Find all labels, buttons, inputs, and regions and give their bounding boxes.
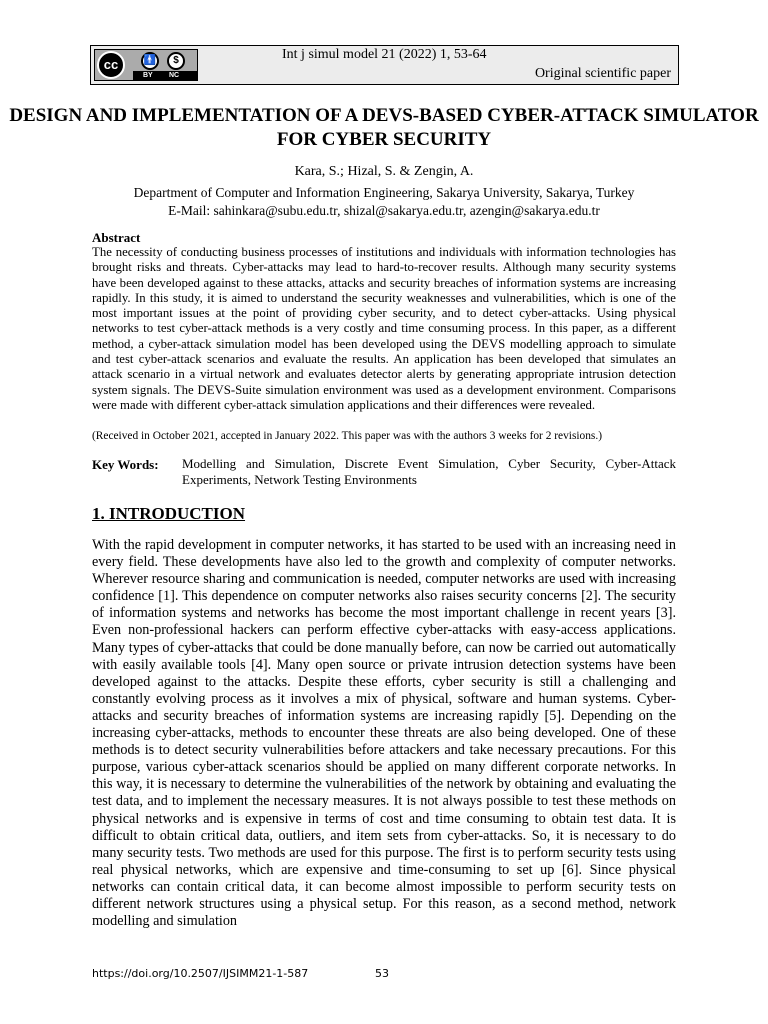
abstract-heading: Abstract xyxy=(92,230,141,245)
introduction-text: With the rapid development in computer networks, it has started to be used with an increasing need in every field. These developments have also led to the growth and complexity of computer networks. Wherever resource sharing and communication is needed, computer networks are used with increasing confidence [1]. This dependence on computer networks also raises security concerns [2]. The security of information systems and networks has become the most important challenge in recent years [3]. Even non-professional hackers can perform effective cyber-attacks with easy-access applications. Many types of cyber-attacks that could be done manually before, can now be carried out automatically with easily available tools [4]. Many open source or private intrusion detection systems have been developed against to the attacks. Despite these efforts, cyber security is still a challenging and constantly evolving process as it involves a mix of physical, software and human systems. Cyber-attacks and security breaches of information systems are increasing rapidly [5]. Depending on the increasing cyber-attacks, methods to encounter these threats are also being developed. One of these methods is to detect security vulnerabilities before attackers and take necessary precautions. For this purpose, various cyber-attack scenarios should be applied on many different corporate networks. In this way, it is necessary to determine the vulnerabilities of the network by obtaining and evaluating the test data, and to implement the necessary measures. It is not always possible to test these methods on physical networks and is expensive in terms of cost and time consuming to obtain test data. It is difficult to obtain critical data, outliers, and item sets from cyber-attacks. So, it is necessary to do many security tests. Two methods are used for this purpose. The first is to perform security tests using real physical networks, which are expensive and time-consuming to set up [6]. Since physical networks can contain critical data, it can become almost impossible to perform security tests on different network structures using a physical setup. For this reason, as a second method, network modelling and simulation xyxy=(92,537,676,930)
affiliation: Department of Computer and Information Engineering, Sakarya University, Sakarya, Turkey xyxy=(133,185,635,200)
by-label: BY xyxy=(143,72,153,79)
cc-label: cc xyxy=(103,57,119,72)
affiliation-block xyxy=(0,184,768,220)
nc-label: NC xyxy=(169,72,180,79)
paper-type: Original scientific paper xyxy=(534,66,671,81)
journal-header xyxy=(90,45,679,85)
page-number: 53 xyxy=(375,967,389,980)
introduction-body xyxy=(92,537,676,930)
email-line: E-Mail: sahinkara@subu.edu.tr, shizal@sakarya.edu.tr, azengin@sakarya.edu.tr xyxy=(168,203,600,218)
keywords-text: Modelling and Simulation, Discrete Event Simulation, Cyber Security, Cyber-Attack Experiments, Network Testing Environments xyxy=(182,456,676,487)
noncommercial-icon: $ xyxy=(167,52,185,70)
journal-reference: Int j simul model 21 (2022) 1, 53-64 xyxy=(282,47,487,62)
cc-license-badge[interactable] xyxy=(94,49,198,81)
attribution-icon: 🚹 xyxy=(141,52,159,70)
paper-title: DESIGN AND IMPLEMENTATION OF A DEVS-BASED CYBER-ATTACK SIMULATOR FOR CYBER SECURITY xyxy=(9,105,759,150)
section-heading-introduction: 1. INTRODUCTION xyxy=(92,504,246,523)
cc-icon xyxy=(97,51,125,79)
keywords-label: Key Words: xyxy=(92,457,159,472)
authors: Kara, S.; Hizal, S. & Zengin, A. xyxy=(294,164,474,179)
abstract-text: The necessity of conducting business processes of institutions and individuals with information technologies has brought risks and threats. Cyber-attacks may lead to hard-to-recover results. Although many security systems have been developed against to these attacks, attacks and security breaches of information systems are increasing rapidly. In this study, it is aimed to understand the security weaknesses and vulnerabilities, which is one of the most important issues at the point of providing cyber security, and to detect cyber-attacks. Using physical networks to test cyber-attack methods is a very costly and time consuming process. In this paper, as a different method, a cyber-attack simulation model has been developed using the DEVS modelling approach to simulate and test cyber-attack scenarios and evaluate the results. An application has been developed that simulates an attack scenario in a virtual network and evaluates detector alerts by generating appropriate intrusion detection system signals. The DEVS-Suite simulation environment was used as a development environment. Comparisons were made with different cyber-attack simulation applications and their differences were revealed. xyxy=(92,245,676,412)
received-note: (Received in October 2021, accepted in January 2022. This paper was with the authors 3 weeks for 2 revisions.) xyxy=(92,430,603,442)
abstract-body xyxy=(92,245,676,413)
doi-link[interactable]: https://doi.org/10.2507/IJSIMM21-1-587 xyxy=(92,967,309,980)
